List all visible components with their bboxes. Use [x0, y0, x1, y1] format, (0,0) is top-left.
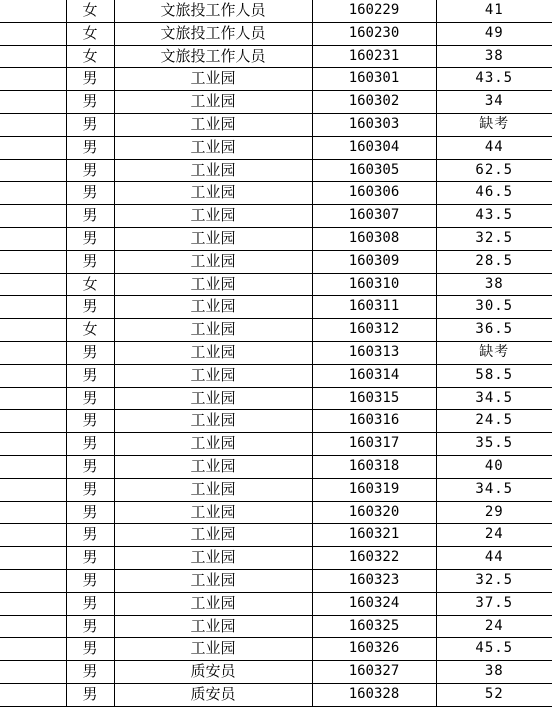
exam-number-cell: 160317	[312, 433, 436, 456]
position-cell: 质安员	[114, 661, 312, 684]
score-cell: 62.5	[436, 159, 552, 182]
gender-cell: 男	[66, 296, 114, 319]
table-row	[0, 501, 552, 524]
score-cell: 38	[436, 45, 552, 68]
position-cell: 工业园	[114, 341, 312, 364]
table-row	[0, 410, 552, 433]
score-cell: 34	[436, 91, 552, 114]
exam-number-cell: 160323	[312, 569, 436, 592]
position-cell: 工业园	[114, 319, 312, 342]
position-cell: 工业园	[114, 364, 312, 387]
score-cell: 41	[436, 0, 552, 22]
position-cell: 工业园	[114, 273, 312, 296]
position-cell: 工业园	[114, 250, 312, 273]
gender-cell: 男	[66, 136, 114, 159]
score-cell: 40	[436, 455, 552, 478]
row-margin-cell	[0, 296, 66, 319]
position-cell: 工业园	[114, 91, 312, 114]
gender-cell: 男	[66, 524, 114, 547]
score-cell: 32.5	[436, 569, 552, 592]
exam-number-cell: 160306	[312, 182, 436, 205]
score-cell: 24	[436, 524, 552, 547]
row-margin-cell	[0, 524, 66, 547]
score-cell: 46.5	[436, 182, 552, 205]
position-cell: 工业园	[114, 592, 312, 615]
row-margin-cell	[0, 615, 66, 638]
score-cell: 43.5	[436, 205, 552, 228]
row-margin-cell	[0, 0, 66, 22]
gender-cell: 男	[66, 615, 114, 638]
exam-number-cell: 160325	[312, 615, 436, 638]
table-row	[0, 661, 552, 684]
table-row	[0, 615, 552, 638]
gender-cell: 男	[66, 410, 114, 433]
exam-number-cell: 160328	[312, 683, 436, 706]
gender-cell: 男	[66, 661, 114, 684]
table-row	[0, 319, 552, 342]
position-cell: 工业园	[114, 569, 312, 592]
table-row	[0, 364, 552, 387]
position-cell: 文旅投工作人员	[114, 45, 312, 68]
exam-number-cell: 160320	[312, 501, 436, 524]
position-cell: 工业园	[114, 136, 312, 159]
exam-number-cell: 160313	[312, 341, 436, 364]
exam-number-cell: 160308	[312, 227, 436, 250]
table-row	[0, 182, 552, 205]
exam-number-cell: 160231	[312, 45, 436, 68]
score-cell: 36.5	[436, 319, 552, 342]
exam-number-cell: 160304	[312, 136, 436, 159]
row-margin-cell	[0, 68, 66, 91]
row-margin-cell	[0, 159, 66, 182]
table-row	[0, 387, 552, 410]
score-cell: 44	[436, 136, 552, 159]
position-cell: 文旅投工作人员	[114, 22, 312, 45]
exam-number-cell: 160324	[312, 592, 436, 615]
gender-cell: 男	[66, 683, 114, 706]
table-row	[0, 547, 552, 570]
table-row	[0, 524, 552, 547]
gender-cell: 男	[66, 433, 114, 456]
position-cell: 工业园	[114, 113, 312, 136]
row-margin-cell	[0, 569, 66, 592]
score-cell: 32.5	[436, 227, 552, 250]
exam-number-cell: 160309	[312, 250, 436, 273]
row-margin-cell	[0, 683, 66, 706]
gender-cell: 男	[66, 569, 114, 592]
row-margin-cell	[0, 136, 66, 159]
score-cell: 58.5	[436, 364, 552, 387]
gender-cell: 男	[66, 159, 114, 182]
table-row	[0, 91, 552, 114]
exam-number-cell: 160314	[312, 364, 436, 387]
gender-cell: 男	[66, 205, 114, 228]
score-cell: 38	[436, 273, 552, 296]
gender-cell: 男	[66, 91, 114, 114]
exam-number-cell: 160315	[312, 387, 436, 410]
position-cell: 工业园	[114, 501, 312, 524]
gender-cell: 女	[66, 273, 114, 296]
position-cell: 工业园	[114, 68, 312, 91]
gender-cell: 男	[66, 113, 114, 136]
exam-number-cell: 160322	[312, 547, 436, 570]
row-margin-cell	[0, 250, 66, 273]
score-cell: 43.5	[436, 68, 552, 91]
gender-cell: 男	[66, 501, 114, 524]
position-cell: 工业园	[114, 410, 312, 433]
position-cell: 工业园	[114, 387, 312, 410]
table-row	[0, 683, 552, 706]
position-cell: 工业园	[114, 478, 312, 501]
position-cell: 工业园	[114, 182, 312, 205]
table-row	[0, 569, 552, 592]
gender-cell: 女	[66, 22, 114, 45]
table-row	[0, 638, 552, 661]
row-margin-cell	[0, 45, 66, 68]
gender-cell: 男	[66, 364, 114, 387]
row-margin-cell	[0, 410, 66, 433]
row-margin-cell	[0, 227, 66, 250]
table-row	[0, 22, 552, 45]
position-cell: 工业园	[114, 433, 312, 456]
score-cell: 38	[436, 661, 552, 684]
row-margin-cell	[0, 433, 66, 456]
exam-number-cell: 160229	[312, 0, 436, 22]
score-cell: 35.5	[436, 433, 552, 456]
table-row	[0, 478, 552, 501]
gender-cell: 男	[66, 227, 114, 250]
position-cell: 工业园	[114, 524, 312, 547]
score-cell: 28.5	[436, 250, 552, 273]
exam-number-cell: 160316	[312, 410, 436, 433]
gender-cell: 男	[66, 455, 114, 478]
position-cell: 工业园	[114, 615, 312, 638]
position-cell: 质安员	[114, 683, 312, 706]
table-row	[0, 341, 552, 364]
gender-cell: 男	[66, 68, 114, 91]
row-margin-cell	[0, 547, 66, 570]
exam-number-cell: 160321	[312, 524, 436, 547]
table-row	[0, 113, 552, 136]
position-cell: 工业园	[114, 547, 312, 570]
gender-cell: 男	[66, 547, 114, 570]
row-margin-cell	[0, 91, 66, 114]
position-cell: 工业园	[114, 296, 312, 319]
score-cell: 24.5	[436, 410, 552, 433]
row-margin-cell	[0, 478, 66, 501]
row-margin-cell	[0, 661, 66, 684]
table-row	[0, 433, 552, 456]
exam-number-cell: 160311	[312, 296, 436, 319]
score-cell: 30.5	[436, 296, 552, 319]
gender-cell: 女	[66, 0, 114, 22]
score-cell: 34.5	[436, 478, 552, 501]
exam-number-cell: 160326	[312, 638, 436, 661]
table-row	[0, 205, 552, 228]
row-margin-cell	[0, 455, 66, 478]
position-cell: 工业园	[114, 205, 312, 228]
exam-number-cell: 160318	[312, 455, 436, 478]
row-margin-cell	[0, 113, 66, 136]
table-row	[0, 296, 552, 319]
table-row	[0, 455, 552, 478]
exam-number-cell: 160303	[312, 113, 436, 136]
row-margin-cell	[0, 638, 66, 661]
gender-cell: 男	[66, 638, 114, 661]
row-margin-cell	[0, 341, 66, 364]
row-margin-cell	[0, 592, 66, 615]
table-row	[0, 68, 552, 91]
score-cell: 45.5	[436, 638, 552, 661]
score-cell: 缺考	[436, 341, 552, 364]
table-row	[0, 45, 552, 68]
row-margin-cell	[0, 387, 66, 410]
gender-cell: 男	[66, 182, 114, 205]
score-cell: 37.5	[436, 592, 552, 615]
row-margin-cell	[0, 273, 66, 296]
exam-number-cell: 160319	[312, 478, 436, 501]
score-cell: 34.5	[436, 387, 552, 410]
row-margin-cell	[0, 22, 66, 45]
gender-cell: 男	[66, 592, 114, 615]
position-cell: 工业园	[114, 159, 312, 182]
table-row	[0, 250, 552, 273]
table-row	[0, 592, 552, 615]
table-row	[0, 136, 552, 159]
score-cell: 49	[436, 22, 552, 45]
exam-number-cell: 160327	[312, 661, 436, 684]
row-margin-cell	[0, 364, 66, 387]
table-row	[0, 273, 552, 296]
exam-number-cell: 160230	[312, 22, 436, 45]
score-cell: 24	[436, 615, 552, 638]
exam-number-cell: 160305	[312, 159, 436, 182]
row-margin-cell	[0, 205, 66, 228]
position-cell: 文旅投工作人员	[114, 0, 312, 22]
row-margin-cell	[0, 182, 66, 205]
gender-cell: 女	[66, 319, 114, 342]
exam-number-cell: 160312	[312, 319, 436, 342]
gender-cell: 男	[66, 341, 114, 364]
position-cell: 工业园	[114, 455, 312, 478]
gender-cell: 男	[66, 250, 114, 273]
position-cell: 工业园	[114, 227, 312, 250]
exam-number-cell: 160301	[312, 68, 436, 91]
exam-number-cell: 160302	[312, 91, 436, 114]
gender-cell: 男	[66, 387, 114, 410]
gender-cell: 男	[66, 478, 114, 501]
row-margin-cell	[0, 319, 66, 342]
exam-number-cell: 160307	[312, 205, 436, 228]
table-row	[0, 0, 552, 22]
gender-cell: 女	[66, 45, 114, 68]
score-cell: 44	[436, 547, 552, 570]
row-margin-cell	[0, 501, 66, 524]
exam-number-cell: 160310	[312, 273, 436, 296]
position-cell: 工业园	[114, 638, 312, 661]
score-cell: 缺考	[436, 113, 552, 136]
table-row	[0, 159, 552, 182]
score-cell: 29	[436, 501, 552, 524]
table-row	[0, 227, 552, 250]
score-cell: 52	[436, 683, 552, 706]
